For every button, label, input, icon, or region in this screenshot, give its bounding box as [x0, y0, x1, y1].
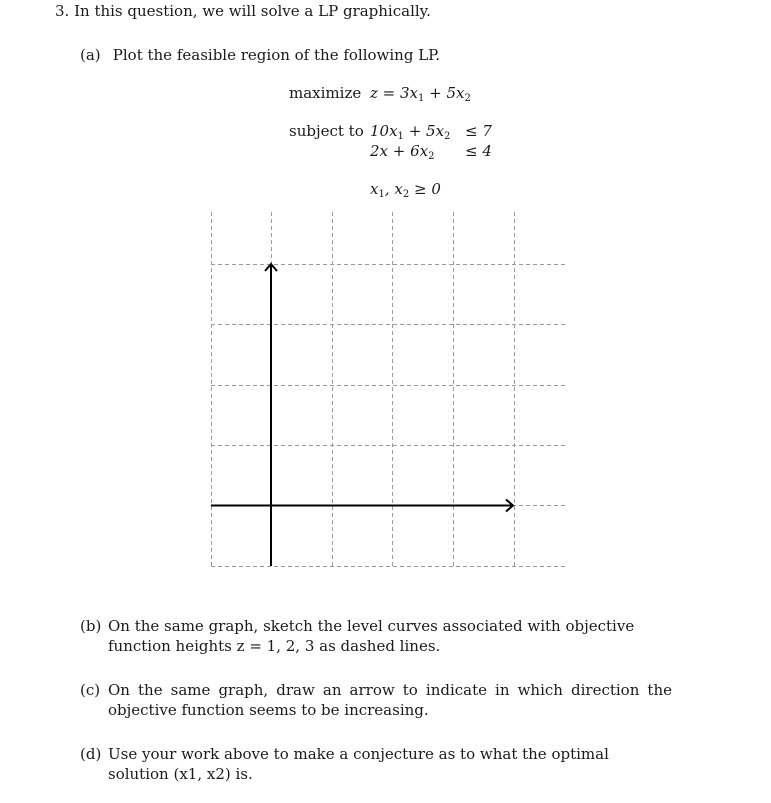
part-a-text: Plot the feasible region of the following LP.: [112, 46, 440, 64]
subject-to-label: subject to: [289, 122, 364, 140]
part-b: [80, 616, 672, 656]
constraint-2-lhs: $2x + 6x_2$: [370, 142, 435, 162]
question-text: In this question, we will solve a LP graphically.: [74, 2, 431, 20]
constraint-1-lhs: $10x_1 + 5x_2$: [370, 122, 451, 142]
part-d-label: (d): [80, 745, 102, 763]
constraint-1-rhs: ≤ 7: [465, 122, 492, 140]
part-c-text: On the same graph, draw an arrow to indicate in which direction the objective function seems to be increasing.: [108, 681, 672, 719]
part-c-label: (c): [80, 681, 101, 699]
grid-lines: [211, 212, 566, 567]
maximize-label: maximize: [289, 84, 362, 102]
nonnegativity-constraint: $x_1$, $x_2 \ge 0$: [370, 180, 441, 200]
axes: [211, 264, 513, 566]
part-d-text: Use your work above to make a conjecture as to what the optimal solution (x1, x2) is.: [108, 745, 609, 783]
part-a-label: (a): [80, 46, 101, 64]
part-d: [80, 744, 672, 784]
constraint-2-rhs: ≤ 4: [465, 142, 492, 160]
part-b-label: (b): [80, 617, 102, 635]
part-b-text: On the same graph, sketch the level curves associated with objective function heights z = 1, 2, 3 as dashed lines.: [108, 617, 635, 655]
objective-function-text: $z = 3x_1 + 5x_2$: [370, 84, 471, 104]
part-c: [80, 680, 672, 720]
question-number: 3.: [55, 2, 70, 20]
